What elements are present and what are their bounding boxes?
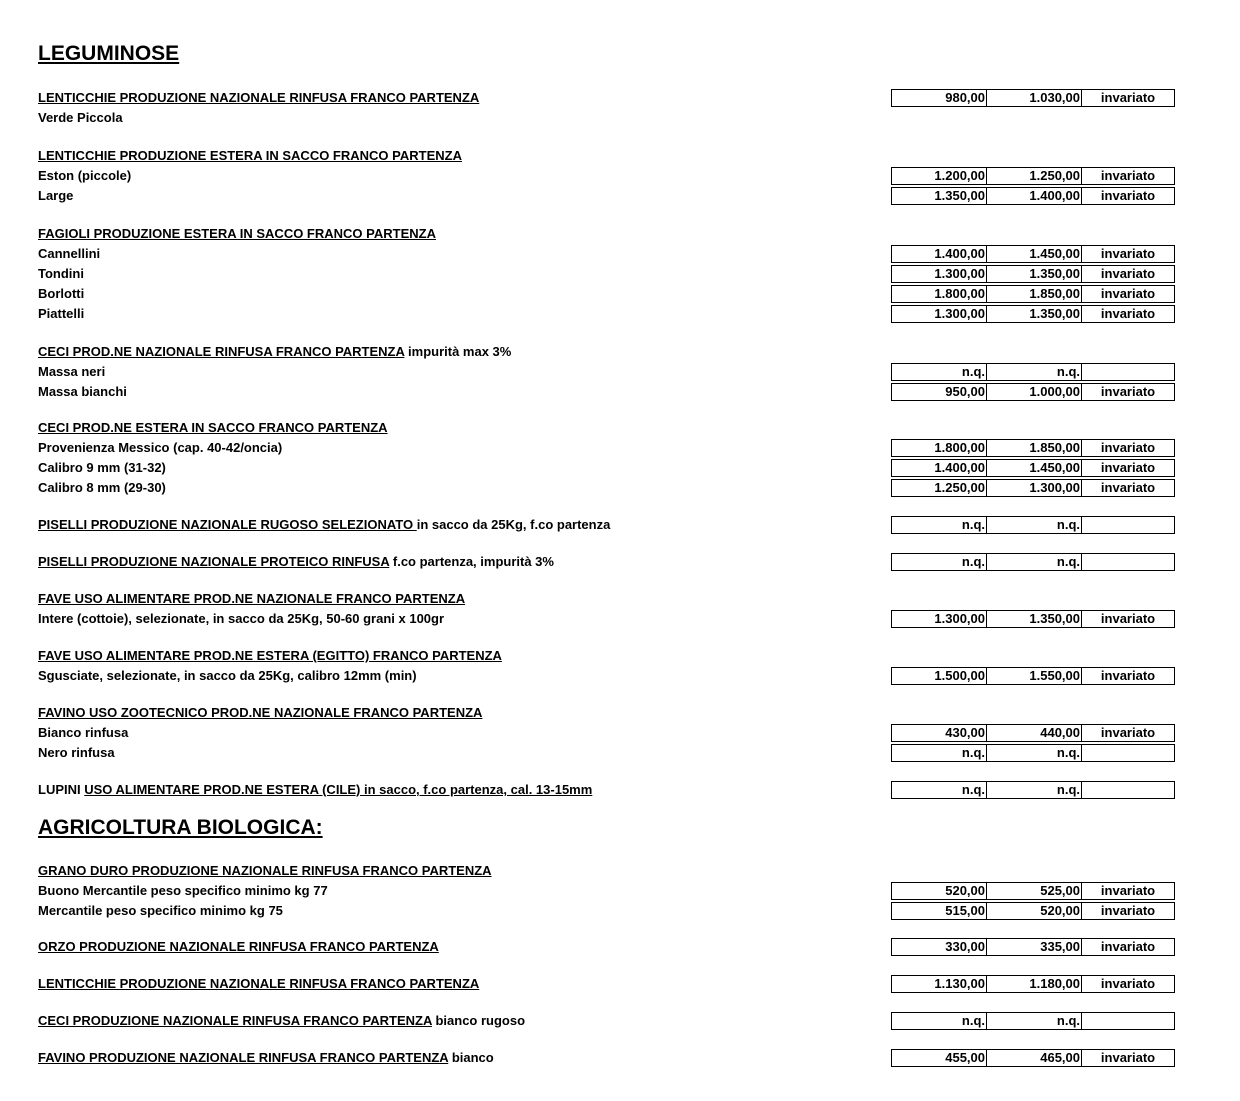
- price-variation: invariato: [1100, 725, 1156, 740]
- item-label: Piattelli: [38, 306, 85, 321]
- price-max: 1.550,00: [987, 668, 1082, 684]
- group-header: [38, 1050, 494, 1066]
- group-header: [38, 591, 465, 607]
- group-header-title: LENTICCHIE PRODUZIONE NAZIONALE RINFUSA FRANCO PARTENZA: [38, 976, 480, 991]
- price-min: n.q.: [892, 364, 987, 380]
- price-row: [891, 439, 1175, 457]
- item-label: Verde Piccola: [38, 110, 123, 125]
- item-label: Massa bianchi: [38, 384, 127, 399]
- price-row: [891, 363, 1175, 381]
- price-min: 1.300,00: [892, 266, 987, 282]
- price-min: n.q.: [892, 554, 987, 570]
- price-variation: invariato: [1100, 168, 1156, 183]
- price-min: 520,00: [892, 883, 987, 899]
- group-header-title: PISELLI PRODUZIONE NAZIONALE RUGOSO SELEZIONATO: [38, 517, 417, 532]
- price-max: 520,00: [987, 903, 1082, 919]
- group-header-title: FAVINO USO ZOOTECNICO PROD.NE NAZIONALE FRANCO PARTENZA: [38, 705, 483, 720]
- item-label: Calibro 9 mm (31-32): [38, 460, 166, 475]
- price-max: n.q.: [987, 364, 1082, 380]
- price-min: 950,00: [892, 384, 987, 400]
- group-header-title: LENTICCHIE PRODUZIONE ESTERA IN SACCO FRANCO PARTENZA: [38, 148, 462, 163]
- group-header-note: bianco: [448, 1050, 494, 1065]
- price-max: n.q.: [987, 745, 1082, 761]
- item-label: Calibro 8 mm (29-30): [38, 480, 166, 495]
- price-row: [891, 305, 1175, 323]
- group-header-title: CECI PRODUZIONE NAZIONALE RINFUSA FRANCO PARTENZA: [38, 1013, 432, 1028]
- group-header: [38, 863, 492, 879]
- group-header-title: GRANO DURO PRODUZIONE NAZIONALE RINFUSA FRANCO PARTENZA: [38, 863, 492, 878]
- price-min: 1.800,00: [892, 286, 987, 302]
- price-row: [891, 245, 1175, 263]
- item-label: Cannellini: [38, 246, 101, 261]
- price-variation: [1082, 782, 1174, 798]
- group-header: [38, 705, 482, 721]
- price-row: [891, 89, 1175, 107]
- price-min: 455,00: [892, 1050, 987, 1066]
- price-min: 1.800,00: [892, 440, 987, 456]
- price-variation: invariato: [1100, 668, 1156, 683]
- price-row: [891, 285, 1175, 303]
- group-header: [38, 554, 554, 570]
- price-min: 1.350,00: [892, 188, 987, 204]
- price-max: 1.450,00: [987, 246, 1082, 262]
- item-label: Mercantile peso specifico minimo kg 75: [38, 903, 283, 918]
- price-min: 430,00: [892, 725, 987, 741]
- price-row: [891, 167, 1175, 185]
- group-header-title: CECI PROD.NE ESTERA IN SACCO FRANCO PARTENZA: [38, 420, 388, 435]
- price-max: 1.350,00: [987, 266, 1082, 282]
- group-header: [38, 420, 388, 436]
- price-min: n.q.: [892, 517, 987, 533]
- price-row: [891, 1049, 1175, 1067]
- group-header: [38, 648, 502, 664]
- item-label: Borlotti: [38, 286, 85, 301]
- price-variation: invariato: [1100, 188, 1156, 203]
- price-variation: invariato: [1100, 976, 1156, 991]
- price-variation: invariato: [1100, 90, 1156, 105]
- price-max: 1.400,00: [987, 188, 1082, 204]
- group-header-title: ORZO PRODUZIONE NAZIONALE RINFUSA FRANCO PARTENZA: [38, 939, 439, 954]
- group-header: [38, 226, 436, 242]
- price-min: 1.400,00: [892, 460, 987, 476]
- price-min: 515,00: [892, 903, 987, 919]
- price-variation: invariato: [1100, 286, 1156, 301]
- price-max: n.q.: [987, 1013, 1082, 1029]
- price-row: [891, 553, 1175, 571]
- group-header: [38, 148, 462, 164]
- price-variation: [1082, 1013, 1174, 1029]
- group-header: [38, 344, 511, 360]
- price-row: [891, 459, 1175, 477]
- item-label: Large: [38, 188, 74, 203]
- price-row: [891, 882, 1175, 900]
- item-label: Sgusciate, selezionate, in sacco da 25Kg, calibro 12mm (min): [38, 668, 417, 683]
- price-max: 1.350,00: [987, 306, 1082, 322]
- price-min: n.q.: [892, 745, 987, 761]
- item-label: Provenienza Messico (cap. 40-42/oncia): [38, 440, 283, 455]
- price-min: 1.300,00: [892, 611, 987, 627]
- item-label: Buono Mercantile peso specifico minimo kg 77: [38, 883, 328, 898]
- item-label: Eston (piccole): [38, 168, 132, 183]
- item-label: Bianco rinfusa: [38, 725, 129, 740]
- price-max: 1.850,00: [987, 440, 1082, 456]
- group-header-note: impurità max 3%: [404, 344, 512, 359]
- group-header-title: FAVE USO ALIMENTARE PROD.NE ESTERA (EGITTO) FRANCO PARTENZA: [38, 648, 502, 663]
- price-min: n.q.: [892, 1013, 987, 1029]
- price-variation: [1082, 745, 1174, 761]
- price-variation: invariato: [1100, 460, 1156, 475]
- price-variation: [1082, 517, 1174, 533]
- price-row: [891, 187, 1175, 205]
- section-title: LEGUMINOSE: [38, 42, 180, 65]
- price-row: [891, 265, 1175, 283]
- price-row: [891, 667, 1175, 685]
- price-max: 1.350,00: [987, 611, 1082, 627]
- price-max: 1.850,00: [987, 286, 1082, 302]
- price-row: [891, 479, 1175, 497]
- price-variation: invariato: [1100, 440, 1156, 455]
- group-header-title: FAVE USO ALIMENTARE PROD.NE NAZIONALE FRANCO PARTENZA: [38, 591, 466, 606]
- price-max: 525,00: [987, 883, 1082, 899]
- group-header-prefix: LUPINI: [38, 782, 85, 797]
- group-header-title: FAGIOLI PRODUZIONE ESTERA IN SACCO FRANCO PARTENZA: [38, 226, 436, 241]
- price-variation: invariato: [1100, 306, 1156, 321]
- price-max: n.q.: [987, 517, 1082, 533]
- price-row: [891, 516, 1175, 534]
- price-max: 1.250,00: [987, 168, 1082, 184]
- price-variation: invariato: [1100, 246, 1156, 261]
- price-row: [891, 902, 1175, 920]
- group-header-note: in sacco da 25Kg, f.co partenza: [416, 517, 611, 532]
- price-max: 1.180,00: [987, 976, 1082, 992]
- price-min: n.q.: [892, 782, 987, 798]
- price-row: [891, 724, 1175, 742]
- price-min: 1.400,00: [892, 246, 987, 262]
- price-variation: invariato: [1100, 883, 1156, 898]
- price-row: [891, 744, 1175, 762]
- price-variation: invariato: [1100, 1050, 1156, 1065]
- price-min: 1.300,00: [892, 306, 987, 322]
- price-variation: invariato: [1100, 480, 1156, 495]
- section-title: AGRICOLTURA BIOLOGICA:: [38, 816, 323, 839]
- price-variation: [1082, 554, 1174, 570]
- price-min: 1.200,00: [892, 168, 987, 184]
- price-max: n.q.: [987, 554, 1082, 570]
- price-row: [891, 1012, 1175, 1030]
- price-min: 980,00: [892, 90, 987, 106]
- item-label: Massa neri: [38, 364, 106, 379]
- price-variation: invariato: [1100, 611, 1156, 626]
- price-max: 465,00: [987, 1050, 1082, 1066]
- group-header: [38, 517, 610, 533]
- price-row: [891, 938, 1175, 956]
- price-variation: invariato: [1100, 903, 1156, 918]
- price-variation: invariato: [1100, 939, 1156, 954]
- group-header: [38, 90, 479, 106]
- price-variation: invariato: [1100, 266, 1156, 281]
- group-header-title: FAVINO PRODUZIONE NAZIONALE RINFUSA FRANCO PARTENZA: [38, 1050, 449, 1065]
- group-header: [38, 939, 439, 955]
- price-min: 330,00: [892, 939, 987, 955]
- group-header-note: bianco rugoso: [431, 1013, 526, 1028]
- price-max: 1.000,00: [987, 384, 1082, 400]
- price-min: 1.500,00: [892, 668, 987, 684]
- price-min: 1.250,00: [892, 480, 987, 496]
- price-variation: invariato: [1100, 384, 1156, 399]
- price-max: 1.300,00: [987, 480, 1082, 496]
- price-max: 335,00: [987, 939, 1082, 955]
- price-row: [891, 610, 1175, 628]
- group-header-title: CECI PROD.NE NAZIONALE RINFUSA FRANCO PARTENZA: [38, 344, 405, 359]
- item-label: Tondini: [38, 266, 84, 281]
- item-label: Intere (cottoie), selezionate, in sacco da 25Kg, 50-60 grani x 100gr: [38, 611, 445, 626]
- item-label: Nero rinfusa: [38, 745, 115, 760]
- price-variation: [1082, 364, 1174, 380]
- price-max: 440,00: [987, 725, 1082, 741]
- price-row: [891, 781, 1175, 799]
- group-header: [38, 1013, 525, 1029]
- price-row: [891, 383, 1175, 401]
- group-header-title: PISELLI PRODUZIONE NAZIONALE PROTEICO RINFUSA: [38, 554, 390, 569]
- group-header-title: USO ALIMENTARE PROD.NE ESTERA (CILE) in sacco, f.co partenza, cal. 13-15mm: [84, 782, 593, 797]
- price-max: 1.030,00: [987, 90, 1082, 106]
- price-max: 1.450,00: [987, 460, 1082, 476]
- price-max: n.q.: [987, 782, 1082, 798]
- group-header-title: LENTICCHIE PRODUZIONE NAZIONALE RINFUSA FRANCO PARTENZA: [38, 90, 480, 105]
- price-row: [891, 975, 1175, 993]
- group-header-note: f.co partenza, impurità 3%: [389, 554, 554, 569]
- group-header: [38, 976, 479, 992]
- group-header: [38, 782, 592, 798]
- price-min: 1.130,00: [892, 976, 987, 992]
